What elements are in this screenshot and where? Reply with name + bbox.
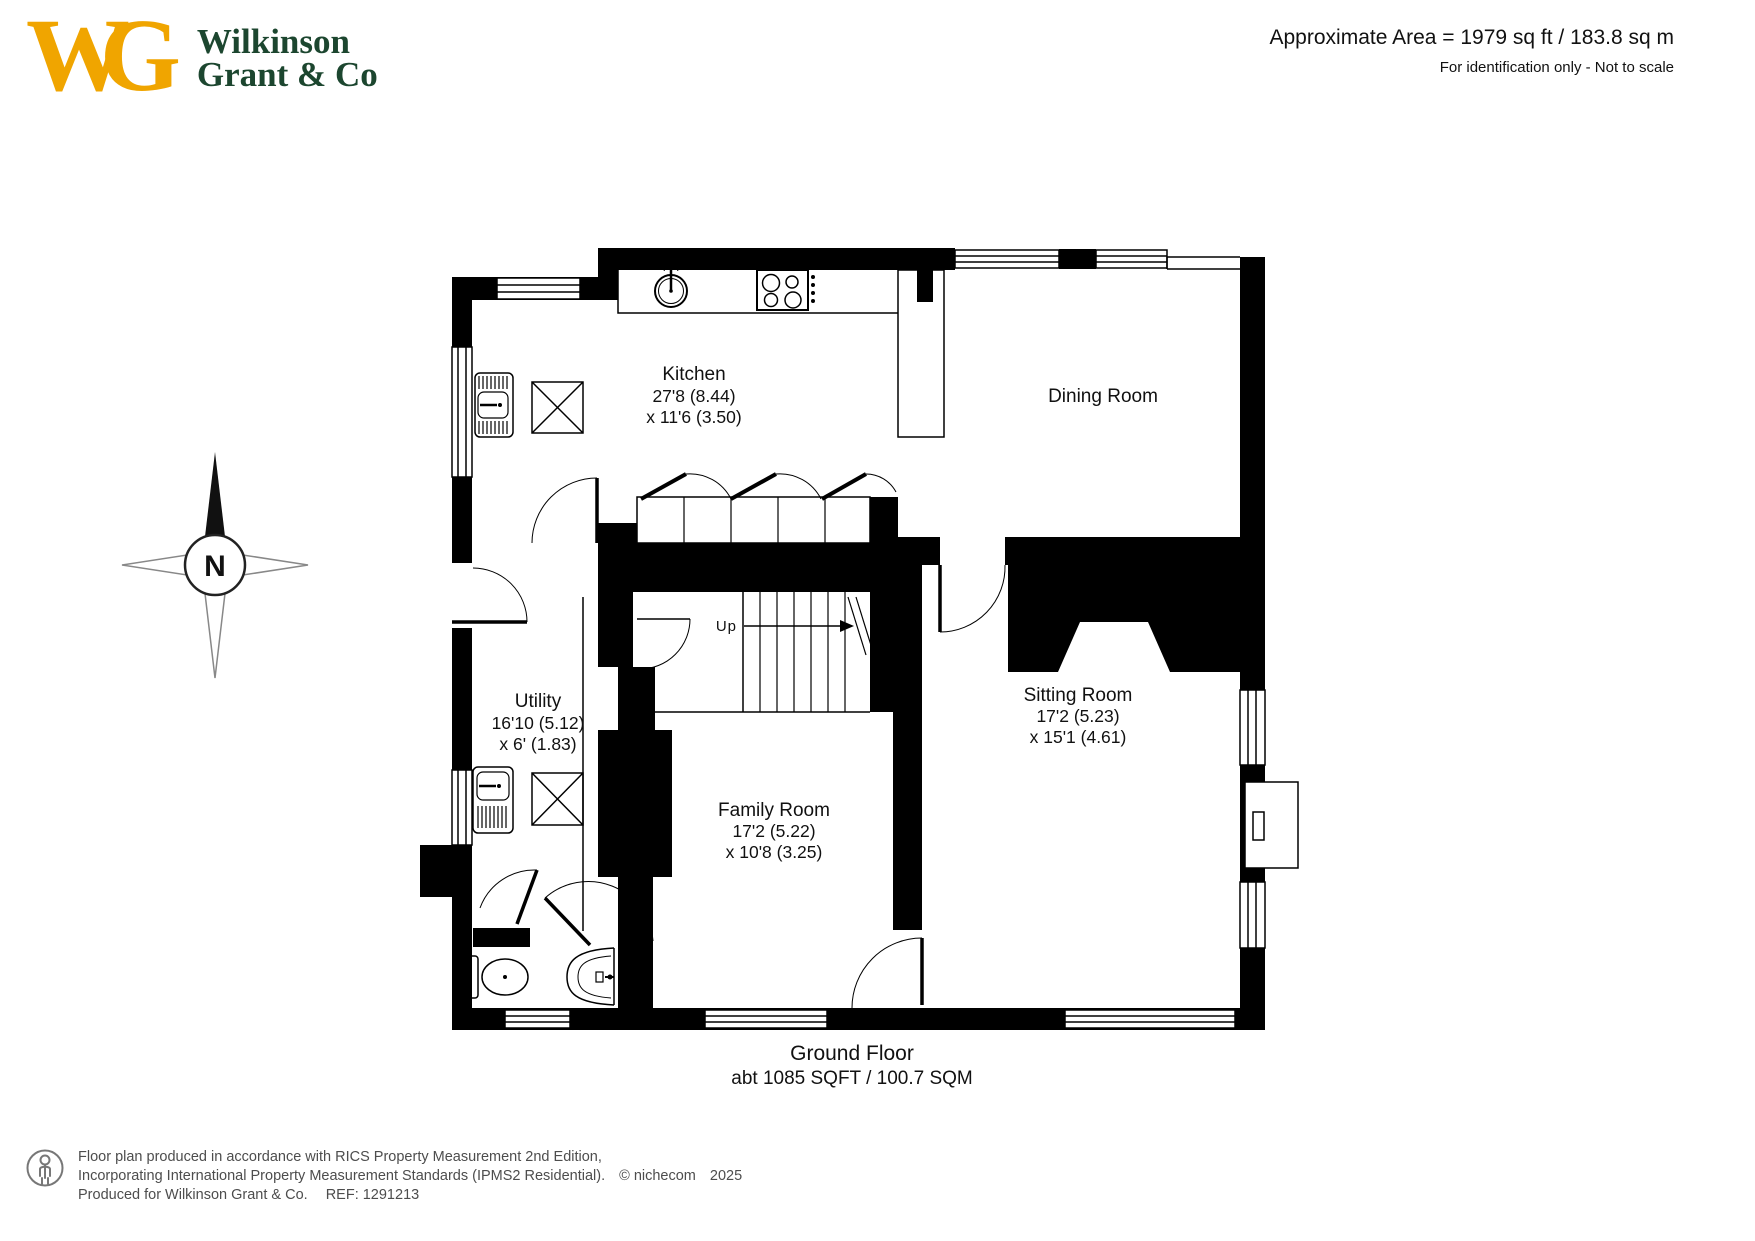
kitchen-dim1: 27'8 (8.44) bbox=[652, 386, 736, 406]
family-label: Family Room bbox=[718, 800, 830, 821]
brand-name-line2: Grant & Co bbox=[196, 55, 378, 94]
dining-label: Dining Room bbox=[1048, 386, 1158, 407]
toilet-icon bbox=[469, 956, 528, 998]
door-kitchen bbox=[532, 478, 597, 543]
sitting-dim1: 17'2 (5.23) bbox=[1036, 706, 1120, 726]
window-kitchen-top bbox=[497, 278, 580, 299]
footer-line2 bbox=[78, 1167, 742, 1186]
footer-text bbox=[78, 1148, 742, 1205]
nichecom-credit: © nichecom bbox=[619, 1168, 696, 1184]
hob-icon bbox=[757, 270, 815, 310]
kitchen-sink-unit-icon bbox=[475, 373, 513, 437]
window-sitting-right-1 bbox=[1240, 690, 1265, 765]
footer-year: 2025 bbox=[709, 1168, 743, 1184]
brand-monogram: WG bbox=[26, 0, 151, 113]
compass-rose bbox=[122, 452, 308, 678]
family-dim2: x 10'8 (3.25) bbox=[725, 842, 823, 862]
window-family-bottom bbox=[705, 1010, 827, 1028]
door-dining-sitting bbox=[940, 565, 1005, 632]
door-wc bbox=[480, 870, 537, 924]
ledge-top-right bbox=[1167, 257, 1240, 269]
footer-line2-text: Incorporating International Property Measurement Standards (IPMS2 Residential). bbox=[78, 1168, 606, 1184]
window-dining-top-1 bbox=[955, 250, 1059, 268]
brand-name-line1: Wilkinson bbox=[196, 22, 350, 61]
walls bbox=[420, 248, 1265, 1030]
utility-dim1: 16'10 (5.12) bbox=[491, 713, 585, 733]
utility-sink-unit-icon bbox=[473, 767, 513, 833]
kitchen-unit-icon bbox=[532, 382, 583, 433]
window-sitting-bottom bbox=[1065, 1010, 1235, 1028]
footer-line1: Floor plan produced in accordance with RICS Property Measurement 2nd Edition, bbox=[78, 1149, 602, 1165]
window-kitchen-left bbox=[452, 347, 472, 477]
footer bbox=[26, 1148, 742, 1205]
kitchen-sink-icon bbox=[655, 265, 687, 307]
person-icon bbox=[26, 1148, 66, 1190]
utility-dim2: x 6' (1.83) bbox=[499, 734, 577, 754]
footer-produced-for: Produced for Wilkinson Grant & Co. bbox=[78, 1187, 308, 1203]
kitchen-dim2: x 11'6 (3.50) bbox=[646, 407, 742, 427]
sitting-label: Sitting Room bbox=[1023, 685, 1133, 706]
window-utility-left bbox=[452, 770, 472, 845]
staircase bbox=[633, 592, 874, 712]
compass-north-label: N bbox=[204, 550, 226, 583]
utility-unit-icon bbox=[532, 773, 583, 825]
floor-caption-title: Ground Floor bbox=[790, 1042, 914, 1065]
door-understairs bbox=[637, 619, 690, 669]
up-arrow-icon bbox=[840, 620, 854, 632]
basin-icon bbox=[567, 948, 614, 1005]
flue-box-right bbox=[1245, 782, 1298, 868]
stairs-up-label: Up bbox=[715, 618, 737, 635]
door-utility bbox=[452, 568, 527, 622]
sitting-dim2: x 15'1 (4.61) bbox=[1029, 727, 1127, 747]
approximate-area-text: Approximate Area = 1979 sq ft / 183.8 sq m bbox=[1269, 26, 1674, 49]
family-dim1: 17'2 (5.22) bbox=[732, 821, 816, 841]
disclaimer-text: For identification only - Not to scale bbox=[1439, 59, 1674, 76]
footer-line3 bbox=[78, 1186, 742, 1205]
door-family-sitting bbox=[852, 938, 922, 1008]
utility-label: Utility bbox=[514, 691, 562, 712]
kitchen-label: Kitchen bbox=[662, 364, 726, 385]
bifold-doors bbox=[637, 474, 896, 543]
floor-caption-area: abt 1085 SQFT / 100.7 SQM bbox=[731, 1068, 973, 1089]
floor-caption bbox=[731, 1042, 973, 1089]
footer-ref: REF: 1291213 bbox=[325, 1187, 420, 1203]
window-dining-top-2 bbox=[1096, 250, 1167, 268]
sitting-fireplace-breast bbox=[1008, 565, 1240, 672]
window-sitting-right-2 bbox=[1240, 882, 1265, 948]
window-wc-bottom bbox=[505, 1010, 570, 1028]
